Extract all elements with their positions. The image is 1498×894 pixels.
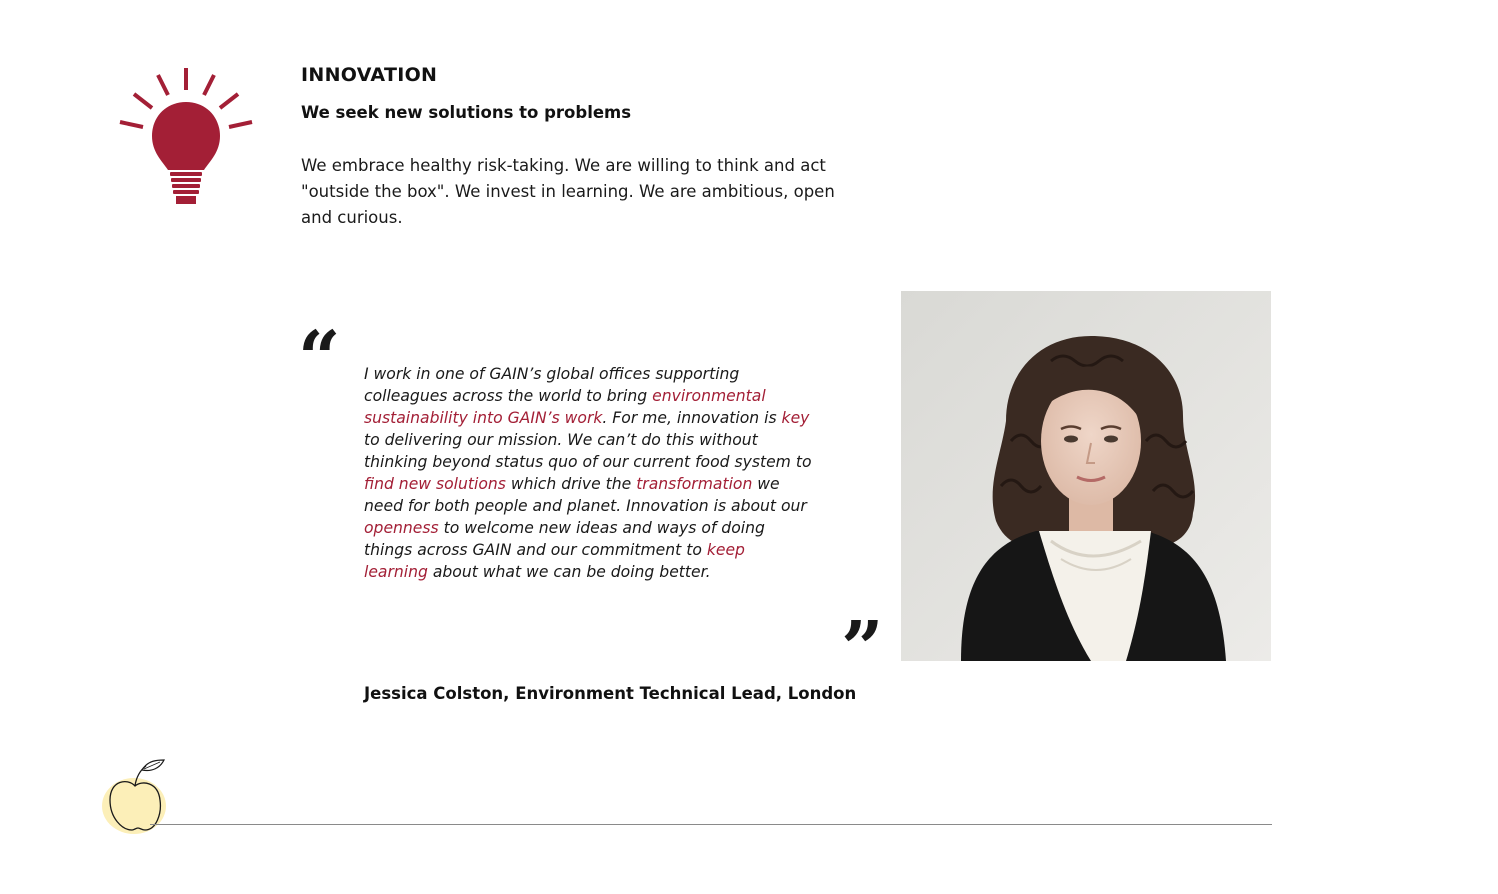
section-subtitle: We seek new solutions to problems [301,103,632,122]
section-title: INNOVATION [301,64,438,86]
quote-highlight: find new solutions [364,475,506,493]
portrait-photo [901,291,1271,661]
quote-segment: which drive the [505,475,637,493]
quote-segment: . For me, innovation is [602,409,782,427]
quote-highlight: key [781,409,810,427]
quote-highlight: transformation [636,475,753,493]
quote-highlight: keep learning [364,541,745,581]
testimonial-quote [364,363,812,583]
footer-divider [150,824,1272,825]
quote-highlight: openness [364,519,439,537]
quote-highlight: environmental sustainability into GAIN’s work [364,387,766,427]
quote-segment: I work in one of GAIN’s global offices supporting colleagues across the world to bring [364,365,740,405]
quote-segment: to welcome new ideas and ways of doing things across GAIN and our commitment to [364,519,765,559]
open-quote-mark: “ [298,316,341,402]
section-body: We embrace healthy risk-taking. We are willing to think and act "outside the box". We invest in learning. We are ambitious, open and curious. [301,156,835,227]
lightbulb-icon [118,66,254,208]
close-quote-mark: ” [841,606,884,692]
quote-segment: to delivering our mission. We can’t do this without thinking beyond status quo of our current food system to [364,431,812,471]
quote-attribution: Jessica Colston, Environment Technical Lead, London [364,684,857,703]
quote-segment: about what we can be doing better. [427,563,711,581]
quote-segment: we need for both people and planet. Innovation is about our [364,475,807,515]
